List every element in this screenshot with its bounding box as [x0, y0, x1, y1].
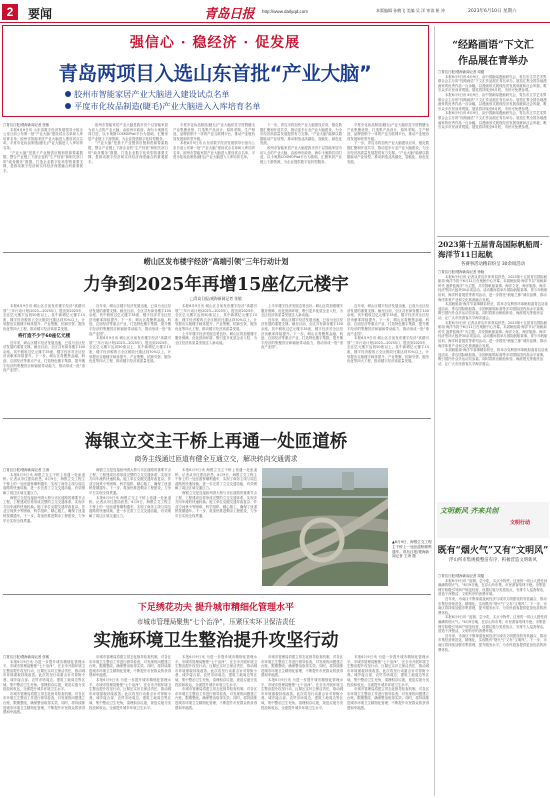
side-paragraph: 本报6月9日讯 记者从青岛市体育局获悉，2023第十五届青岛国际帆船周·海洋节将于6月11日在奥帆中心开幕。本届帆船周·海洋节以“扬帆新时代 逐梦蓝海洋”为主题，共安排帆船赛事、海洋文化、海洋旅游、海洋经济等四大板块30余项活动。活动期间将举办国际帆船赛事、青少年帆船培训、海洋科普展览等系列活动，进一步擦亮“帆船之都”城市品牌，推动海洋体育产业和文化旅游融合发展。 — [438, 320, 548, 348]
item3-paragraph: 海银立交是连接胶州湾大桥与市区道路的重要节点工程，工程建成后将形成完整的立交交通体系，实现多方向车流的快速转换。施工单位克服交通导改复杂、作业空间狭小等困难，科学组织、精心施工，确保了匝道桥按期通车。下一步，将加快推进剩余工程建设，力争早日实现全线贯通。 — [175, 490, 257, 518]
item4-col-3 — [175, 655, 257, 795]
lead-paragraph: 平度市化妆品制造(睫毛)产业大脑依托平度假睫毛产业集聚优势，打造集产品设计、原料采购、生产制造、品牌营销于一体的产业互联网平台，推动产业链协同发展和转型升级。 — [173, 123, 255, 141]
lead-body-col-2 — [88, 123, 168, 247]
item3-paragraph: 海银立交是连接胶州湾大桥与市区道路的重要节点工程，工程建成后将形成完整的立交交通体系，实现多方向车流的快速转换。施工单位克服交通导改复杂、作业空间狭小等困难，科学组织、精心施工，确保了匝道桥按期通车。下一步，将加快推进剩余工程建设，力争早日实现全线贯通。 — [3, 495, 85, 523]
side-paragraph: 本报6月9日讯 6月9日，由中国新闻漫画研究会、青岛市文学艺术界联合会主办的“经路画语”下文汇作品展在青岛举办。展览汇集全国各地漫画家的优秀作品一百余幅，以漫画形式展现经济发展成就和社会风貌，吸引众多市民前来观展。展览将持续至6月底，市民可免费参观。 — [438, 92, 547, 111]
item4-sub: 市城市管理局聚焦“七个治净”，压紧压实环卫保洁责任 — [136, 618, 296, 626]
item3-paragraph: 本报6月9日讯 海银立交主干桥上再通一处匝道桥。记者从市住建局获悉，6月9日，海银立交工程主干桥上的一处匝道桥顺利通车，实现了商务主线与周边道路的快速转换，进一步完善了立交交通功能，有效缓解了周边区域交通压力。 — [175, 468, 257, 491]
civility-column-tag: 文明行动 — [510, 520, 531, 526]
lead-body-col-5 — [347, 123, 429, 247]
rule-item4 — [3, 594, 431, 595]
item4-paragraph: 本报6月9日讯 为进一步提升城市精细化管理水平，市城市管理局聚焦“七个治净”，在全市开展环境卫生整治提升攻坚行动，压紧压实环卫保洁责任，推动城市环境面貌持续改善。此次攻坚行动重点针对背街小巷、城乡接合部、农贸市场周边、建筑工地周边等区域，集中整治卫生死角，清理积存垃圾，规范垃圾分类投放和收运，全面提升城乡环境卫生水平。 — [3, 659, 85, 692]
side-paragraph: 本报6月9日讯 记者从青岛市体育局获悉，2023第十五届青岛国际帆船周·海洋节将于6月11日在奥帆中心开幕。本届帆船周·海洋节以“扬帆新时代 逐梦蓝海洋”为主题，共安排帆船赛事、海洋文化、海洋旅游、海洋经济等四大板块30余项活动。活动期间将举办国际帆船赛事、青少年帆船培训、海洋科普展览等系列活动，进一步擦亮“帆船之都”城市品牌，推动海洋体育产业和文化旅游融合发展。 — [438, 274, 548, 302]
side-item2-sub: 各赛事活动精彩纷呈 30余项活动 — [460, 262, 526, 267]
lead-paragraph: 下一步，青岛市将加快产业大脑建设应用，强化数据汇聚和开放共享，推动更多行业产业大脑建设，为全市经济高质量发展提供有力支撑。“产业大脑”能够以数据驱动产业转型，推动制造业高端化、智能化、绿色化发展。 — [260, 123, 342, 146]
side-paragraph: 本届帆船周·海洋节赛事精彩纷呈，将举办克利伯环球帆船赛青岛站欢迎活动、青岛国际帆船赛、全国帆船锦标赛等多项国际国内高水平赛事，吸引国内外众多运动员参赛。同时将推出帆船体验、海滨观光等惠民活动，让广大市民游客共享海洋盛会。 — [438, 348, 548, 366]
item4-paragraph: 本报6月9日讯 为进一步提升城市精细化管理水平，市城市管理局聚焦“七个治净”，在全市开展环境卫生整治提升攻坚行动，压紧压实环卫保洁责任，推动城市环境面貌持续改善。此次攻坚行动重点针对背街小巷、城乡接合部、农贸市场周边、建筑工地周边等区域，集中整治卫生死角，清理积存垃圾，规范垃圾分类投放和收运，全面提升城乡环境卫生水平。 — [261, 677, 343, 710]
civility-paragraph: 近年来，市南区不断探索夜间经济与城市文明建设的有机融合，推动市集经营规范化、精细化，实现既有“烟火气”又有“文明风”。下一步，市南区将持续加强市集管理，提升服务水平，为市民游客提供更加优质的消费体验。 — [438, 596, 547, 615]
item4-col-1 — [3, 655, 85, 795]
item2-paragraph: 本报6月9日讯 崂山区日前发布楼宇经济“高端引领”三年行动计划(2023—2025年)，提出到2025年，全区亿元楼宇达到50座以上，其中新增亿元楼宇15座，楼宇经济税收占全区税收比重达到70%以上。计划提出实施楼宇载体提升、产业集聚、招商引资、服务优化等四大工程，推动楼宇经济高质量发展。 — [89, 336, 171, 364]
item3-paragraph: 海银立交是连接胶州湾大桥与市区道路的重要节点工程，工程建成后将形成完整的立交交通体系，实现多方向车流的快速转换。施工单位克服交通导改复杂、作业空间狭小等困难，科学组织、精心施工，确保了匝道桥按期通车。下一步，将加快推进剩余工程建设，力争早日实现全线贯通。 — [89, 468, 171, 495]
item3-paragraph: 本报6月9日讯 海银立交主干桥上再通一处匝道桥。记者从市住建局获悉，6月9日，海银立交工程主干桥上的一处匝道桥顺利通车，实现了商务主线与周边道路的快速转换，进一步完善了立交交通功能，有效缓解了周边区域交通压力。 — [89, 495, 171, 518]
item3-col-1 — [3, 468, 85, 590]
item4-paragraph: 本报6月9日讯 为进一步提升城市精细化管理水平，市城市管理局聚焦“七个治净”，在全市开展环境卫生整治提升攻坚行动，压紧压实环卫保洁责任，推动城市环境面貌持续改善。此次攻坚行动重点针对背街小巷、城乡接合部、农贸市场周边、建筑工地周边等区域，集中整治卫生死角，清理积存垃圾，规范垃圾分类投放和收运，全面提升城乡环境卫生水平。 — [89, 677, 171, 710]
side-subtitle: 作品展在青举办 — [458, 56, 528, 67]
lead-body-col-4 — [260, 123, 342, 247]
lead-body-col-3 — [173, 123, 255, 247]
lead-paragraph: 平度市化妆品制造(睫毛)产业大脑依托平度假睫毛产业集聚优势，打造集产品设计、原料采购、生产制造、品牌营销于一体的产业互联网平台，推动产业链协同发展和转型升级。 — [347, 123, 429, 141]
item4-paragraph: 市城市管理局将建立常态化督导检查机制，对各区市环境卫生整治工作进行督导检查，对发现的问题建立台账、限期整改，确保整治取得实效。同时，将持续推进城市环境卫生精细化管理，不断提升市民群众的获得感和幸福感。 — [89, 655, 171, 678]
lead-sub-1 — [65, 89, 230, 100]
rule-item3 — [3, 418, 431, 419]
lead-paragraph: “产业大脑”是基于产业链供应链和资源要素数据，整合产业链上下游企业的“生产经营”和相关部门的“政务服务”数据，打造企业数字化转型的重要支撑，是推动数字经济和实体经济深度融合的重要抓手。 — [3, 150, 83, 173]
item4-paragraph: 本报6月9日讯 为进一步提升城市精细化管理水平，市城市管理局聚焦“七个治净”，在全市开展环境卫生整治提升攻坚行动，压紧压实环卫保洁责任，推动城市环境面貌持续改善。此次攻坚行动重点针对背街小巷、城乡接合部、农贸市场周边、建筑工地周边等区域，集中整治卫生死角，清理积存垃圾，规范垃圾分类投放和收运，全面提升城乡环境卫生水平。 — [347, 655, 429, 687]
lead-sub-2 — [65, 101, 261, 112]
item3-sub: 商务主线通过匝道有健全互通立交，解决转向交通需求 — [134, 455, 298, 463]
item4-paragraph: 市城市管理局将建立常态化督导检查机制，对各区市环境卫生整治工作进行督导检查，对发现的问题建立台账、限期整改，确保整治取得实效。同时，将持续推进城市环境卫生精细化管理，不断提升市民群众的获得感和幸福感。 — [261, 655, 343, 678]
rule-item2 — [3, 252, 431, 253]
item2-paragraph: 近年来，崂山区楼宇经济发展迅速，已成为全区经济发展的重要支撑。截至目前，全区共有商务楼宇100余座，其中税收过亿元楼宇35座，楼宇经济对全区经济贡献率持续提升。下一步，崂山区将聚焦金融、科创、总部经济等重点产业，打造特色楼宇集群，提升楼宇经济的集聚效应和辐射带动能力，推动形成一批“垂直产业园”。 — [89, 304, 171, 336]
item2-kicker: 崂山区发布楼宇经济“高端引领”三年行动计划 — [143, 257, 289, 266]
civility-paragraph: 近年来，市南区不断探索夜间经济与城市文明建设的有机融合，推动市集经营规范化、精细化，实现既有“烟火气”又有“文明风”。下一步，市南区将持续加强市集管理，提升服务水平，为市民游客提供更加优质的消费体验。 — [438, 633, 547, 652]
item2-paragraph: 近年来，崂山区楼宇经济发展迅速，已成为全区经济发展的重要支撑。截至目前，全区共有商务楼宇100余座，其中税收过亿元楼宇35座，楼宇经济对全区经济贡献率持续提升。下一步，崂山区将聚焦金融、科创、总部经济等重点产业，打造特色楼宇集群，提升楼宇经济的集聚效应和辐射带动能力，推动形成一批“垂直产业园”。 — [3, 340, 85, 373]
website-url: http://www.dailyqd.com — [262, 9, 309, 14]
item4-paragraph: 市城市管理局将建立常态化督导检查机制，对各区市环境卫生整治工作进行督导检查，对发现的问题建立台账、限期整改，确保整治取得实效。同时，将持续推进城市环境卫生精细化管理，不断提升市民群众的获得感和幸福感。 — [175, 687, 257, 710]
item4-paragraph: 市城市管理局将建立常态化督导检查机制，对各区市环境卫生整治工作进行督导检查，对发现的问题建立台账、限期整改，确保整治取得实效。同时，将持续推进城市环境卫生精细化管理，不断提升市民群众的获得感和幸福感。 — [3, 691, 85, 715]
lead-paragraph: 下一步，青岛市将加快产业大脑建设应用，强化数据汇聚和开放共享，推动更多行业产业大脑建设，为全市经济高质量发展提供有力支撑。“产业大脑”能够以数据驱动产业转型，推动制造业高端化、智能化、绿色化发展。 — [347, 141, 429, 164]
item3-col-2 — [89, 468, 171, 590]
side-rule — [437, 236, 549, 237]
item3-headline: 海银立交主干桥上再通一处匝道桥 — [84, 432, 348, 452]
item2-paragraph: 本报6月9日讯 崂山区日前发布楼宇经济“高端引领”三年行动计划(2023—2025年)，提出到2025年，全区亿元楼宇达到50座以上，其中新增亿元楼宇15座，楼宇经济税收占全区税收比重达到70%以上。计划提出实施楼宇载体提升、产业集聚、招商引资、服务优化等四大工程，推动楼宇经济高质量发展。 — [175, 304, 257, 331]
lead-byline: □青岛日报/观海新闻记者 张敏 — [3, 123, 50, 127]
item3-byline: □青岛日报/观海新闻记者 王涛 — [3, 468, 50, 472]
item3-col-3 — [175, 468, 257, 590]
item3-paragraph: 本报6月9日讯 海银立交主干桥上再通一处匝道桥。记者从市住建局获悉，6月9日，海银立交工程主干桥上的一处匝道桥顺利通车，实现了商务主线与周边道路的快速转换，进一步完善了立交交通功能，有效缓解了周边区域交通压力。 — [3, 472, 85, 495]
lead-sub-2-text: 平度市化妆品制造(睫毛)产业大脑进入入库培育名单 — [74, 101, 261, 111]
side-title: “经路画语”下文汇 — [452, 40, 534, 51]
side-item2-headline: 2023第十五届青岛国际帆船周·海洋节11日起航 — [438, 240, 543, 259]
item2-col-2 — [89, 304, 171, 414]
lead-paragraph: 本报6月9日讯 山东省数字经济发展领导小组办公室日前公布第一批“产业大脑”建设试点名单和入库培育名单，胶州市智能家居产业大脑进入建设试点名单，平度市化妆品制造(睫毛)产业大脑进入入库培育名单。 — [3, 127, 83, 150]
civility-paragraph: 本报6月9日讯 “逛街、尝小吃、买点小物件，这里的一切让人感受到满满的烟火气。”6月9日晚，在浮山所市集，市民游客络绎不绝。市集管理方积极引导商户规范经营，设置垃圾分类投放点，安排专人巡查保洁，营造干净整洁、文明有序的消费环境。 — [438, 578, 548, 597]
item2-paragraph: 上半年楼宇经济发展态势良好。崂山区将加强楼宇服务保障，优化营商环境，吸引更多优质企业入驻，为全区经济高质量发展注入新动能。 — [175, 331, 257, 345]
civility-sub: 浮山所市集规模整洁有序，积极营造文明新风 — [449, 558, 537, 563]
item2-headline: 力争到2025年再增15座亿元楼宇 — [83, 275, 349, 295]
item2-col-3 — [175, 304, 257, 414]
side-item2-body — [438, 270, 548, 500]
item4-col-4 — [261, 655, 343, 795]
civility-byline: □青岛日报/观海新闻记者 周健 — [438, 574, 485, 578]
item2-paragraph: 近年来，崂山区楼宇经济发展迅速，已成为全区经济发展的重要支撑。截至目前，全区共有商务楼宇100余座，其中税收过亿元楼宇35座，楼宇经济对全区经济贡献率持续提升。下一步，崂山区将聚焦金融、科创、总部经济等重点产业，打造特色楼宇集群，提升楼宇经济的集聚效应和辐射带动能力，推动形成一批“垂直产业园”。 — [347, 304, 429, 336]
civility-body — [438, 574, 548, 796]
civility-section-label: 文明新风 齐来共创 — [440, 506, 499, 515]
editor-line: 本版编辑 孙鹤飞 美编 吴 洋 审读 崔 冲 — [376, 8, 445, 13]
item2-col-1 — [3, 304, 85, 414]
masthead-rule — [0, 22, 550, 23]
item4-paragraph: 市城市管理局将建立常态化督导检查机制，对各区市环境卫生整治工作进行督导检查，对发现的问题建立台账、限期整改，确保整治取得实效。同时，将持续推进城市环境卫生精细化管理，不断提升市民群众的获得感和幸福感。 — [347, 687, 429, 710]
item4-col-5 — [347, 655, 429, 795]
bullet-icon — [65, 103, 71, 109]
right-column-divider — [434, 26, 435, 796]
item2-byline: □青岛日报/观海新闻记者 张敏 — [190, 296, 242, 301]
item2-paragraph: 上半年楼宇经济发展态势良好。崂山区将加强楼宇服务保障，优化营商环境，吸引更多优质企业入驻，为全区经济高质量发展注入新动能。 — [261, 304, 343, 318]
masthead — [0, 0, 550, 24]
item2-subhead: 将打造不少于60座亿元楼 — [17, 333, 71, 339]
photo-caption: ▲6月9日，海银立交工程主干桥上一处匝道桥顺利通车。青岛日报/观海新闻记者 王涛 摄 — [392, 540, 432, 559]
item4-kicker: 下足绣花功夫 提升城市精细化管理水平 — [137, 603, 295, 613]
lead-sub-1-text: 胶州市智能家居产业大脑进入建设试点名单 — [74, 89, 230, 99]
side-paragraph: 本报6月9日讯 6月9日，由中国新闻漫画研究会、青岛市文学艺术界联合会主办的“经路画语”下文汇作品展在青岛举办。展览汇集全国各地漫画家的优秀作品一百余幅，以漫画形式展现经济发展成就和社会风貌，吸引众多市民前来观展。展览将持续至6月底，市民可免费参观。 — [438, 74, 547, 93]
date-line: 2023年6月10日 星期六 — [468, 9, 517, 14]
side-paragraph: 本届帆船周·海洋节赛事精彩纷呈，将举办克利伯环球帆船赛青岛站欢迎活动、青岛国际帆船赛、全国帆船锦标赛等多项国际国内高水平赛事，吸引国内外众多运动员参赛。同时将推出帆船体验、海滨观光等惠民活动，让广大市民游客共享海洋盛会。 — [438, 302, 548, 320]
lead-paragraph: “产业大脑”是基于产业链供应链和资源要素数据，整合产业链上下游企业的“生产经营”和相关部门的“政务服务”数据，打造企业数字化转型的重要支撑，是推动数字经济和实体经济深度融合的重要抓手。 — [88, 141, 168, 164]
lead-paragraph: 胶州市智能家居产业大脑是我市首个以智能家居为切入点的产业大脑，由胶州市政府、海尔卡奥斯共同打造，以卡奥斯COSMOPlat平台为基础，汇聚家居产业链上下游资源，为企业提供数字化转型服务。 — [88, 123, 168, 141]
civility-headline: 既有“烟火气”又有“文明风” — [437, 546, 549, 556]
item2-paragraph: 本报6月9日讯 崂山区日前发布楼宇经济“高端引领”三年行动计划(2023—2025年)，提出到2025年，全区亿元楼宇达到50座以上，其中新增亿元楼宇15座，楼宇经济税收占全区税收比重达到70%以上。计划提出实施楼宇载体提升、产业集聚、招商引资、服务优化等四大工程，推动楼宇经济高质量发展。 — [347, 336, 429, 364]
banner-slogan: 强信心 · 稳经济 · 促发展 — [129, 35, 301, 51]
item2-col-5 — [347, 304, 429, 414]
bullet-icon — [65, 91, 71, 97]
side-body — [438, 70, 548, 234]
item2-paragraph: 本报6月9日讯 崂山区日前发布楼宇经济“高端引领”三年行动计划(2023—2025年)，提出到2025年，全区亿元楼宇达到50座以上，其中新增亿元楼宇15座，楼宇经济税收占全区税收比重达到70%以上。计划提出实施楼宇载体提升、产业集聚、招商引资、服务优化等四大工程，推动楼宇经济高质量发展。 — [3, 304, 85, 331]
item4-col-2 — [89, 655, 171, 795]
lead-body-col-1 — [3, 123, 83, 247]
item4-paragraph: 本报6月9日讯 为进一步提升城市精细化管理水平，市城市管理局聚焦“七个治净”，在全市开展环境卫生整治提升攻坚行动，压紧压实环卫保洁责任，推动城市环境面貌持续改善。此次攻坚行动重点针对背街小巷、城乡接合部、农贸市场周边、建筑工地周边等区域，集中整治卫生死角，清理积存垃圾，规范垃圾分类投放和收运，全面提升城乡环境卫生水平。 — [175, 655, 257, 687]
lead-headline: 青岛两项目入选山东首批“产业大脑” — [58, 62, 372, 85]
item2-col-4 — [261, 304, 343, 414]
lead-paragraph: 胶州市智能家居产业大脑是我市首个以智能家居为切入点的产业大脑，由胶州市政府、海尔卡奥斯共同打造，以卡奥斯COSMOPlat平台为基础，汇聚家居产业链上下游资源，为企业提供数字化转型服务。 — [260, 145, 342, 164]
page-number: 2 — [2, 4, 18, 20]
section-name: 要闻 — [28, 7, 53, 21]
newspaper-logo: 青岛日报 — [204, 7, 255, 22]
side-paragraph: 本报6月9日讯 6月9日，由中国新闻漫画研究会、青岛市文学艺术界联合会主办的“经路画语”下文汇作品展在青岛举办。展览汇集全国各地漫画家的优秀作品一百余幅，以漫画形式展现经济发展成就和社会风貌，吸引众多市民前来观展。展览将持续至6月底，市民可免费参观。 — [438, 111, 547, 130]
side-byline: □青岛日报/观海新闻记者 周健 — [438, 70, 485, 74]
lead-paragraph: 本报6月9日讯 山东省数字经济发展领导小组办公室日前公布第一批“产业大脑”建设试点名单和入库培育名单，胶州市智能家居产业大脑进入建设试点名单，平度市化妆品制造(睫毛)产业大脑进入入库培育名单。 — [173, 141, 255, 160]
item2-paragraph: 近年来，崂山区楼宇经济发展迅速，已成为全区经济发展的重要支撑。截至目前，全区共有商务楼宇100余座，其中税收过亿元楼宇35座，楼宇经济对全区经济贡献率持续提升。下一步，崂山区将聚焦金融、科创、总部经济等重点产业，打造特色楼宇集群，提升楼宇经济的集聚效应和辐射带动能力，推动形成一批“垂直产业园”。 — [261, 317, 343, 350]
civility-paragraph: 本报6月9日讯 “逛街、尝小吃、买点小物件，这里的一切让人感受到满满的烟火气。”6月9日晚，在浮山所市集，市民游客络绎不绝。市集管理方积极引导商户规范经营，设置垃圾分类投放点，安排专人巡查保洁，营造干净整洁、文明有序的消费环境。 — [438, 615, 548, 634]
item4-byline: □青岛日报/观海新闻记者 张敏 — [3, 655, 50, 659]
overpass-photo-image — [262, 468, 388, 586]
side-item2-byline: □青岛日报/观海新闻记者 徐晓 — [438, 270, 485, 274]
overpass-photo — [262, 468, 388, 586]
item4-headline: 实施环境卫生整治提升攻坚行动 — [93, 631, 339, 651]
